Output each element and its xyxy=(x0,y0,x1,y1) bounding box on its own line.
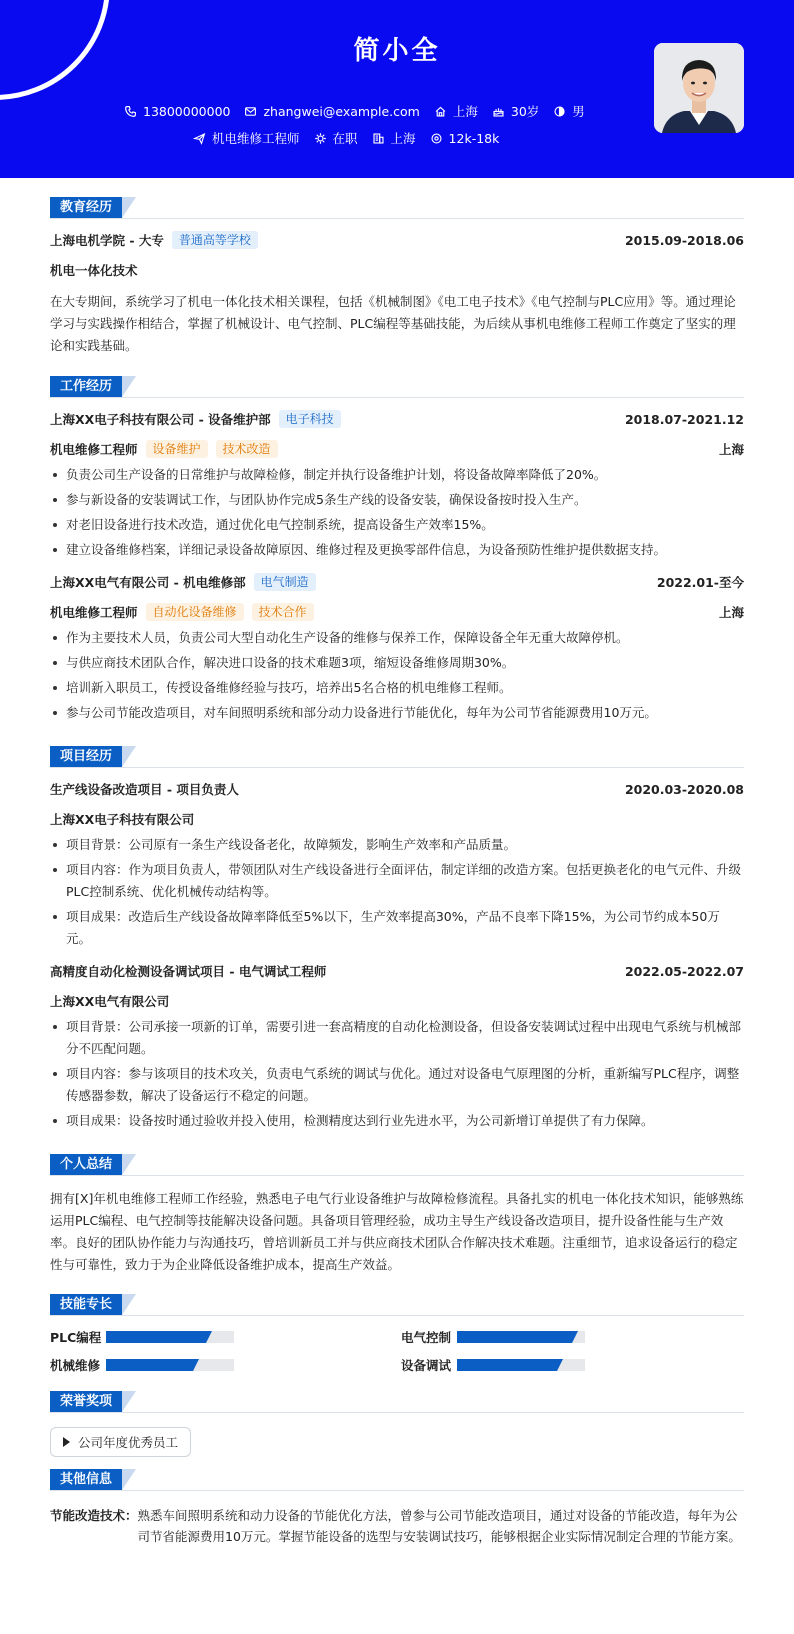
resume-header xyxy=(0,0,794,178)
section-skills-head xyxy=(50,1294,744,1316)
section-other-head xyxy=(50,1469,744,1491)
skill-bar xyxy=(106,1359,234,1371)
candidate-name: 简小全 xyxy=(353,36,441,66)
section-title: 个人总结 xyxy=(50,1154,122,1175)
skill-tag: 技术改造 xyxy=(216,440,278,458)
section-projects-head xyxy=(50,746,744,768)
industry-tag: 电子科技 xyxy=(279,410,341,428)
mail-icon xyxy=(244,105,257,118)
section-title: 项目经历 xyxy=(50,746,122,767)
contact-age xyxy=(492,102,539,120)
education-description: 在大专期间，系统学习了机电一体化技术相关课程，包括《机械制图》《电工电子技术》《电气控制与PLC应用》等。通过理论学习与实践操作相结合，掌握了机械设计、电气控制、PLC编程等基础技能，为后续从事机电维修工程师工作奠定了坚实的理论和实践基础。 xyxy=(50,294,736,353)
gender-icon xyxy=(553,105,566,118)
play-icon xyxy=(63,1437,70,1447)
salary-icon xyxy=(430,132,443,145)
work-city: 上海 xyxy=(718,605,744,620)
skill-name: 电气控制 xyxy=(401,1330,452,1345)
intent-status xyxy=(314,129,358,147)
skill-list xyxy=(50,1329,744,1373)
project-entry xyxy=(50,780,744,950)
skill-bar-fill xyxy=(106,1359,193,1371)
work-bullets xyxy=(50,464,744,561)
section-title: 教育经历 xyxy=(50,197,122,218)
list-item: 项目背景：公司原有一条生产线设备老化，故障频发，影响生产效率和产品质量。 xyxy=(50,834,744,856)
project-entry xyxy=(50,962,744,1132)
project-company: 上海XX电子科技有限公司 xyxy=(50,812,195,827)
major-row xyxy=(50,261,744,279)
intent-salary xyxy=(430,131,500,146)
list-item: 培训新入职员工，传授设备维修经验与技巧，培养出5名合格的机电维修工程师。 xyxy=(50,677,744,699)
skill-item xyxy=(50,1357,397,1373)
avatar xyxy=(654,43,744,133)
work-city: 上海 xyxy=(718,442,744,457)
age-text: 30岁 xyxy=(510,104,540,119)
section-title: 荣誉奖项 xyxy=(50,1391,122,1412)
skill-item xyxy=(397,1357,744,1373)
intent-status-text: 在职 xyxy=(332,131,358,146)
job-intent-row xyxy=(193,129,513,147)
location-text: 上海 xyxy=(452,104,478,119)
contact-email xyxy=(244,104,419,119)
skill-bar xyxy=(106,1331,234,1343)
other-value: 熟悉车间照明系统和动力设备的节能优化方法，曾参与公司节能改造项目，通过对设备的节能改造，每年为公司节省能源费用10万元。掌握节能设备的选型与安装调试技巧，能够根据企业实际情况制定合理的节能方案。 xyxy=(137,1508,741,1544)
section-education-head xyxy=(50,197,744,219)
intent-position-text: 机电维修工程师 xyxy=(212,131,300,146)
contact-gender xyxy=(553,102,585,120)
project-date: 2020.03-2020.08 xyxy=(624,781,744,797)
other-item xyxy=(50,1505,744,1547)
award-name: 公司年度优秀员工 xyxy=(78,1435,179,1450)
work-date: 2018.07-2021.12 xyxy=(624,411,744,427)
list-item: 建立设备维修档案，详细记录设备故障原因、维修过程及更换零部件信息，为设备预防性维护提供数据支持。 xyxy=(50,539,744,561)
industry-tag: 电气制造 xyxy=(254,573,316,591)
company-name: 上海XX电子科技有限公司 - 设备维护部 xyxy=(50,412,271,427)
project-date: 2022.05-2022.07 xyxy=(624,963,744,979)
project-title: 高精度自动化检测设备调试项目 - 电气调试工程师 xyxy=(50,964,327,979)
project-title: 生产线设备改造项目 - 项目负责人 xyxy=(50,782,239,797)
list-item: 作为主要技术人员，负责公司大型自动化生产设备的维修与保养工作，保障设备全年无重大故障停机。 xyxy=(50,627,744,649)
skill-item xyxy=(50,1329,397,1345)
section-title: 技能专长 xyxy=(50,1294,122,1315)
list-item: 负责公司生产设备的日常维护与故障检修，制定并执行设备维护计划，将设备故障率降低了20%。 xyxy=(50,464,744,486)
skill-item xyxy=(397,1329,744,1345)
section-summary-head xyxy=(50,1154,744,1176)
school-type-tag: 普通高等学校 xyxy=(172,231,258,249)
section-awards-head xyxy=(50,1391,744,1413)
skill-bar-fill xyxy=(457,1331,572,1343)
phone-icon xyxy=(124,105,137,118)
home-icon xyxy=(434,105,447,118)
contact-row xyxy=(124,102,599,120)
work-entry xyxy=(50,573,744,724)
resume-body xyxy=(50,178,744,1547)
section-title: 其他信息 xyxy=(50,1469,122,1490)
contact-location xyxy=(434,102,478,120)
status-icon xyxy=(314,132,327,145)
skill-tag: 自动化设备维修 xyxy=(146,603,244,621)
project-bullets xyxy=(50,1016,744,1132)
intent-city xyxy=(372,129,416,147)
summary-text: 拥有[X]年机电维修工程师工作经验，熟悉电子电气行业设备维护与故障检修流程。具备扎实的机电一体化技术知识，能够熟练运用PLC编程、电气控制等技能解决设备问题。具备项目管理经验，成功主导生产线设备改造项目，提升设备性能与生产效率。良好的团队协作能力与沟通技巧，曾培训新员工并与供应商技术团队合作解决技术难题。注重细节，追求设备运行的稳定性与可靠性，致力于为企业降低设备维护成本，提高生产效益。 xyxy=(50,1191,744,1272)
skill-name: 设备调试 xyxy=(401,1358,452,1373)
skill-tag: 技术合作 xyxy=(252,603,314,621)
email-text: zhangwei@example.com xyxy=(263,103,420,119)
phone-text: 13800000000 xyxy=(143,103,231,119)
section-title: 工作经历 xyxy=(50,376,122,397)
position-name: 机电维修工程师 xyxy=(50,442,138,457)
award-item[interactable] xyxy=(50,1427,191,1457)
intent-salary-text: 12k-18k xyxy=(448,130,500,146)
skill-bar-fill xyxy=(457,1359,557,1371)
list-item: 项目内容：参与该项目的技术攻关，负责电气系统的调试与优化。通过对设备电气原理图的分析，重新编写PLC程序，调整传感器参数，解决了设备运行不稳定的问题。 xyxy=(50,1063,744,1107)
work-entry xyxy=(50,410,744,561)
age-icon xyxy=(492,105,505,118)
list-item: 对老旧设备进行技术改造，通过优化电气控制系统，提高设备生产效率15%。 xyxy=(50,514,744,536)
skill-bar xyxy=(457,1359,585,1371)
avatar-portrait xyxy=(654,43,744,133)
list-item: 项目成果：改造后生产线设备故障率降低至5%以下，生产效率提高30%，产品不良率下降15%，为公司节约成本50万元。 xyxy=(50,906,744,950)
building-icon xyxy=(372,132,385,145)
skill-name: PLC编程 xyxy=(50,1330,102,1345)
company-name: 上海XX电气有限公司 - 机电维修部 xyxy=(50,575,246,590)
intent-position xyxy=(193,129,300,147)
section-work-head xyxy=(50,376,744,398)
send-icon xyxy=(193,132,206,145)
skill-tag: 设备维护 xyxy=(146,440,208,458)
education-entry xyxy=(50,231,744,249)
other-key: 节能改造技术： xyxy=(50,1508,138,1523)
skill-bar xyxy=(457,1331,585,1343)
work-date: 2022.01-至今 xyxy=(656,575,744,590)
project-bullets xyxy=(50,834,744,950)
list-item: 项目内容：作为项目负责人，带领团队对生产线设备进行全面评估，制定详细的改造方案。包括更换老化的电气元件、升级PLC控制系统、优化机械传动结构等。 xyxy=(50,859,744,903)
education-date: 2015.09-2018.06 xyxy=(624,232,744,248)
gender-text: 男 xyxy=(572,104,585,119)
project-company: 上海XX电气有限公司 xyxy=(50,994,170,1009)
intent-city-text: 上海 xyxy=(390,131,416,146)
list-item: 参与新设备的安装调试工作，与团队协作完成5条生产线的设备安装，确保设备按时投入生产。 xyxy=(50,489,744,511)
list-item: 项目成果：设备按时通过验收并投入使用，检测精度达到行业先进水平，为公司新增订单提供了有力保障。 xyxy=(50,1110,744,1132)
list-item: 与供应商技术团队合作，解决进口设备的技术难题3项，缩短设备维修周期30%。 xyxy=(50,652,744,674)
list-item: 项目背景：公司承接一项新的订单，需要引进一套高精度的自动化检测设备，但设备安装调试过程中出现电气系统与机械部分不匹配问题。 xyxy=(50,1016,744,1060)
skill-name: 机械维修 xyxy=(50,1358,101,1373)
school-name: 上海电机学院 - 大专 xyxy=(50,233,164,248)
contact-phone xyxy=(124,104,230,119)
position-name: 机电维修工程师 xyxy=(50,605,138,620)
work-bullets xyxy=(50,627,744,724)
skill-bar-fill xyxy=(106,1331,206,1343)
major-name: 机电一体化技术 xyxy=(50,263,138,278)
list-item: 参与公司节能改造项目，对车间照明系统和部分动力设备进行节能优化，每年为公司节省能源费用10万元。 xyxy=(50,702,744,724)
